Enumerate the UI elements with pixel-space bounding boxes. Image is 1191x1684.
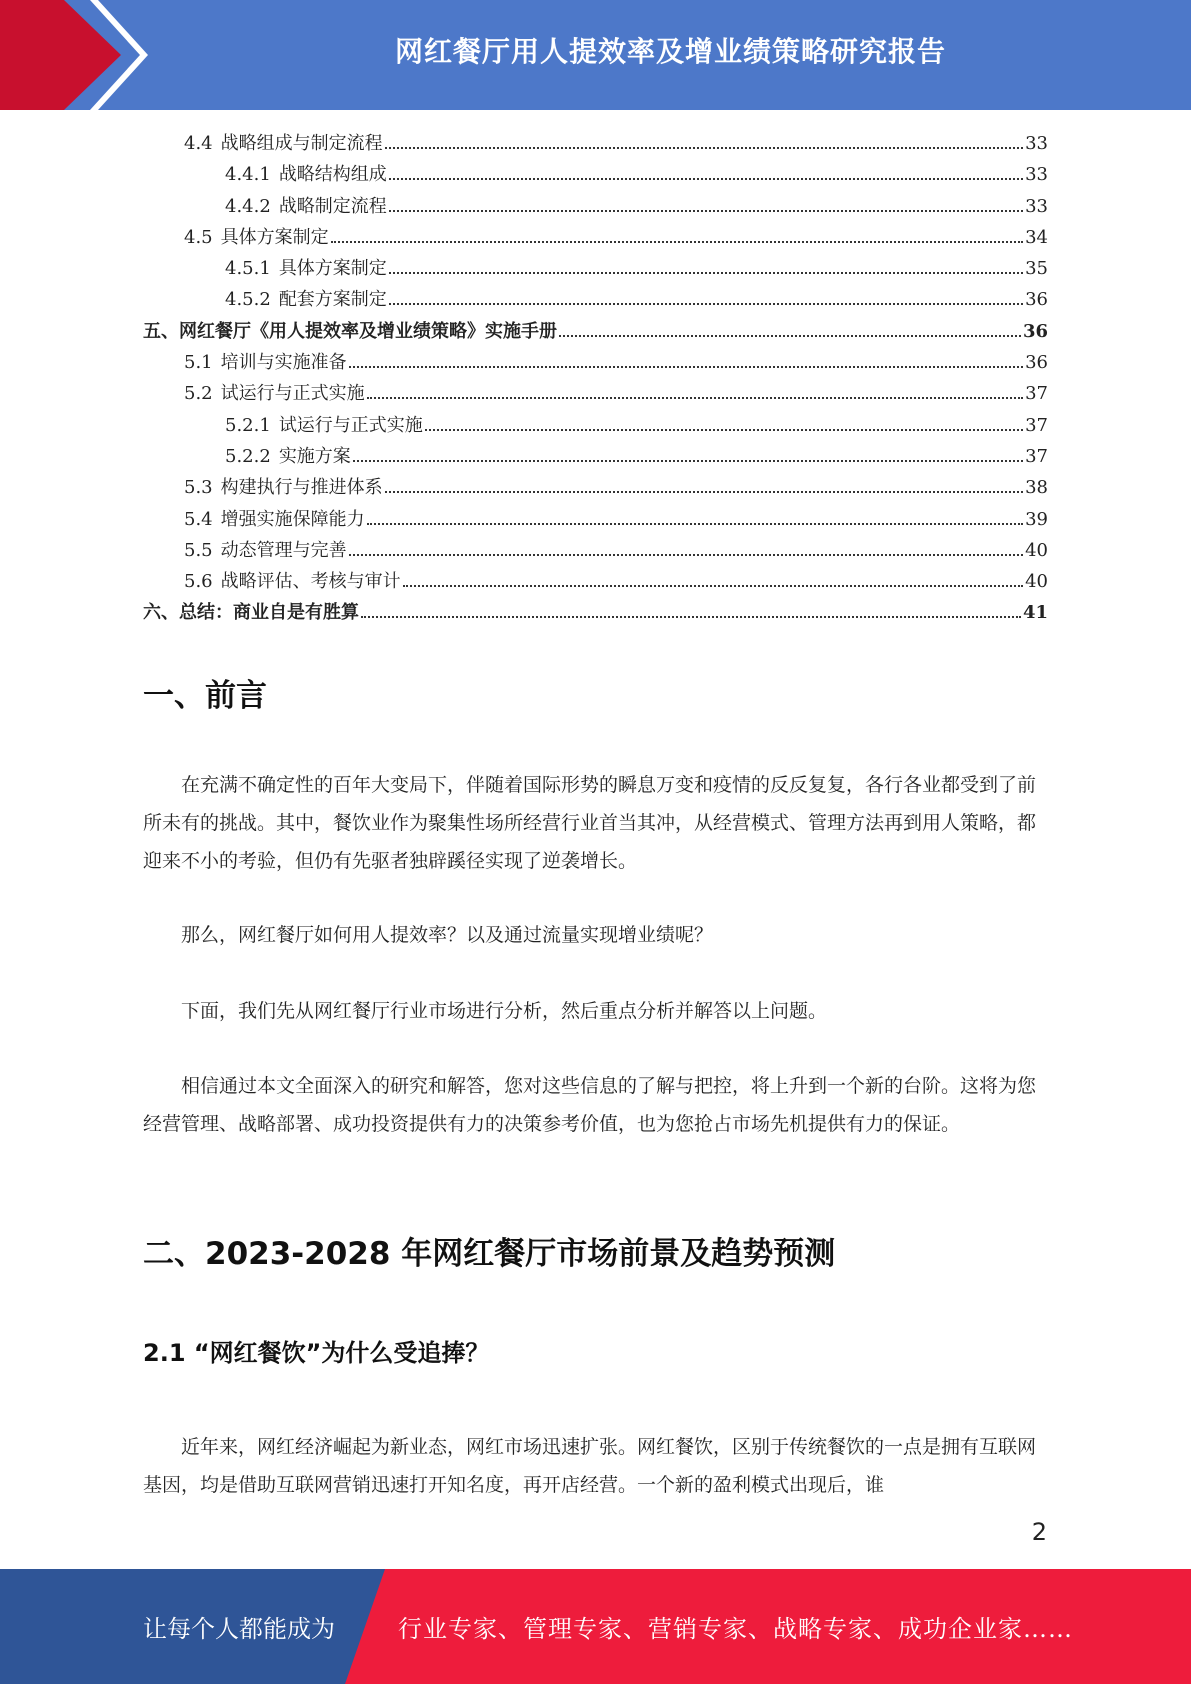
toc-dot-leader (559, 334, 1021, 337)
toc-dot-leader (389, 271, 1023, 274)
toc-entry-title: 实施方案 (278, 445, 351, 467)
toc-entry-number: 4.5.2 (225, 289, 271, 311)
toc-entry-page: 40 (1025, 539, 1048, 561)
paragraph: 在充满不确定性的百年大变局下，伴随着国际形势的瞬息万变和疫情的反反复复，各行各业都受到了前所未有的挑战。其中，餐饮业作为聚集性场所经营行业首当其冲，从经营模式、管理方法再到用人策略，都迎来不小的考验，但仍有先驱者独辟蹊径实现了逆袭增长。 (143, 774, 1037, 872)
toc-dot-leader (403, 584, 1023, 587)
toc-entry-page: 36 (1025, 352, 1048, 374)
toc-entry-page: 40 (1025, 571, 1048, 593)
toc-dot-leader (331, 240, 1023, 243)
footer-slogan-left: 让每个人都能成为 (143, 1615, 335, 1643)
toc-entry-number: 5.6 (184, 571, 213, 593)
toc-entry-page: 33 (1025, 164, 1048, 186)
toc-entry-title: 试运行与正式实施 (278, 414, 423, 436)
paragraph: 下面，我们先从网红餐厅行业市场进行分析，然后重点分析并解答以上问题。 (181, 1000, 828, 1022)
toc-entry[interactable] (143, 597, 1048, 628)
toc-entry[interactable] (143, 504, 1048, 535)
toc-entry-number: 4.5.1 (225, 258, 271, 280)
toc-dot-leader (349, 365, 1023, 368)
toc-dot-leader (353, 459, 1023, 462)
toc-entry[interactable] (143, 441, 1048, 472)
toc-entry-title: 战略制定流程 (278, 195, 387, 217)
toc-entry-number: 4.4 (184, 133, 213, 154)
toc-entry[interactable] (143, 159, 1048, 190)
toc-entry-page: 34 (1025, 226, 1048, 248)
page-number: 2 (1031, 1518, 1047, 1546)
section-heading-preface: 一、前言 (143, 678, 267, 714)
footer-slogan-right: 行业专家、管理专家、营销专家、战略专家、成功企业家…… (398, 1615, 1073, 1643)
toc-entry[interactable] (143, 472, 1048, 503)
table-of-contents (143, 128, 1048, 629)
toc-entry-page: 41 (1022, 602, 1048, 624)
paragraph: 相信通过本文全面深入的研究和解答，您对这些信息的了解与把控，将上升到一个新的台阶。这将为您经营管理、战略部署、成功投资提供有力的决策参考价值，也为您抢占市场先机提供有力的保证。 (143, 1075, 1037, 1135)
toc-entry-page: 35 (1025, 258, 1048, 280)
toc-entry-title: 具体方案制定 (278, 258, 387, 280)
paragraph: 那么，网红餐厅如何用人提效率？以及通过流量实现增业绩呢？ (181, 924, 714, 946)
toc-entry-page: 37 (1025, 414, 1048, 436)
toc-entry-number: 5.4 (184, 508, 213, 530)
toc-entry[interactable] (143, 535, 1048, 566)
toc-entry-title: 战略组成与制定流程 (220, 133, 383, 154)
toc-dot-leader (425, 428, 1023, 431)
toc-entry-number: 4.4.2 (225, 195, 271, 217)
toc-entry-title: 增强实施保障能力 (220, 508, 365, 530)
toc-entry[interactable] (143, 253, 1048, 284)
toc-entry[interactable] (143, 378, 1048, 409)
subsection-heading: 2.1 “网红餐饮”为什么受追捧？ (143, 1339, 490, 1367)
toc-entry-page: 38 (1025, 477, 1048, 499)
section-heading-market: 二、2023-2028 年网红餐厅市场前景及趋势预测 (143, 1236, 836, 1272)
toc-entry[interactable] (143, 566, 1048, 597)
toc-entry[interactable] (143, 222, 1048, 253)
toc-entry[interactable] (143, 316, 1048, 347)
toc-dot-leader (367, 396, 1023, 399)
header-title: 网红餐厅用人提效率及增业绩策略研究报告 (394, 35, 946, 68)
toc-entry-page: 33 (1025, 195, 1048, 217)
toc-entry-number: 5.2 (184, 383, 213, 405)
toc-entry-title: 六、总结：商业自是有胜算 (143, 602, 359, 624)
toc-entry-number: 4.5 (184, 226, 213, 248)
toc-entry[interactable] (143, 128, 1048, 159)
toc-entry-page: 37 (1025, 445, 1048, 467)
toc-entry[interactable] (143, 191, 1048, 222)
toc-dot-leader (367, 522, 1023, 525)
toc-dot-leader (385, 490, 1023, 493)
toc-dot-leader (389, 209, 1023, 212)
toc-entry[interactable] (143, 410, 1048, 441)
toc-entry-title: 动态管理与完善 (220, 539, 347, 561)
toc-entry-title: 构建执行与推进体系 (220, 477, 383, 499)
toc-entry-number: 5.5 (184, 539, 213, 561)
toc-entry-title: 试运行与正式实施 (220, 383, 365, 405)
page-footer (0, 1569, 1191, 1684)
toc-entry-title: 战略结构组成 (278, 164, 387, 186)
toc-dot-leader (389, 177, 1023, 180)
toc-entry[interactable] (143, 347, 1048, 378)
toc-dot-leader (389, 302, 1023, 305)
toc-entry-number: 5.2.2 (225, 445, 271, 467)
toc-dot-leader (385, 146, 1023, 149)
toc-entry[interactable] (143, 284, 1048, 315)
toc-entry-number: 4.4.1 (225, 164, 271, 186)
toc-entry-number: 5.1 (184, 352, 213, 374)
toc-entry-page: 36 (1022, 320, 1048, 342)
toc-dot-leader (361, 615, 1021, 618)
toc-entry-title: 五、网红餐厅《用人提效率及增业绩策略》实施手册 (143, 320, 557, 342)
toc-dot-leader (349, 553, 1023, 556)
toc-entry-page: 37 (1025, 383, 1048, 405)
toc-entry-title: 战略评估、考核与审计 (220, 571, 401, 593)
toc-entry-page: 36 (1025, 289, 1048, 311)
toc-entry-page: 39 (1025, 508, 1048, 530)
toc-entry-title: 具体方案制定 (220, 226, 329, 248)
toc-entry-title: 培训与实施准备 (220, 352, 347, 374)
paragraph: 近年来，网红经济崛起为新业态，网红市场迅速扩张。网红餐饮，区别于传统餐饮的一点是拥有互联网基因，均是借助互联网营销迅速打开知名度，再开店经营。一个新的盈利模式出现后，谁 (143, 1436, 1037, 1496)
toc-entry-page: 33 (1025, 133, 1048, 154)
toc-entry-number: 5.3 (184, 477, 213, 499)
toc-entry-title: 配套方案制定 (278, 289, 387, 311)
page-header (0, 0, 1191, 110)
toc-entry-number: 5.2.1 (225, 414, 271, 436)
